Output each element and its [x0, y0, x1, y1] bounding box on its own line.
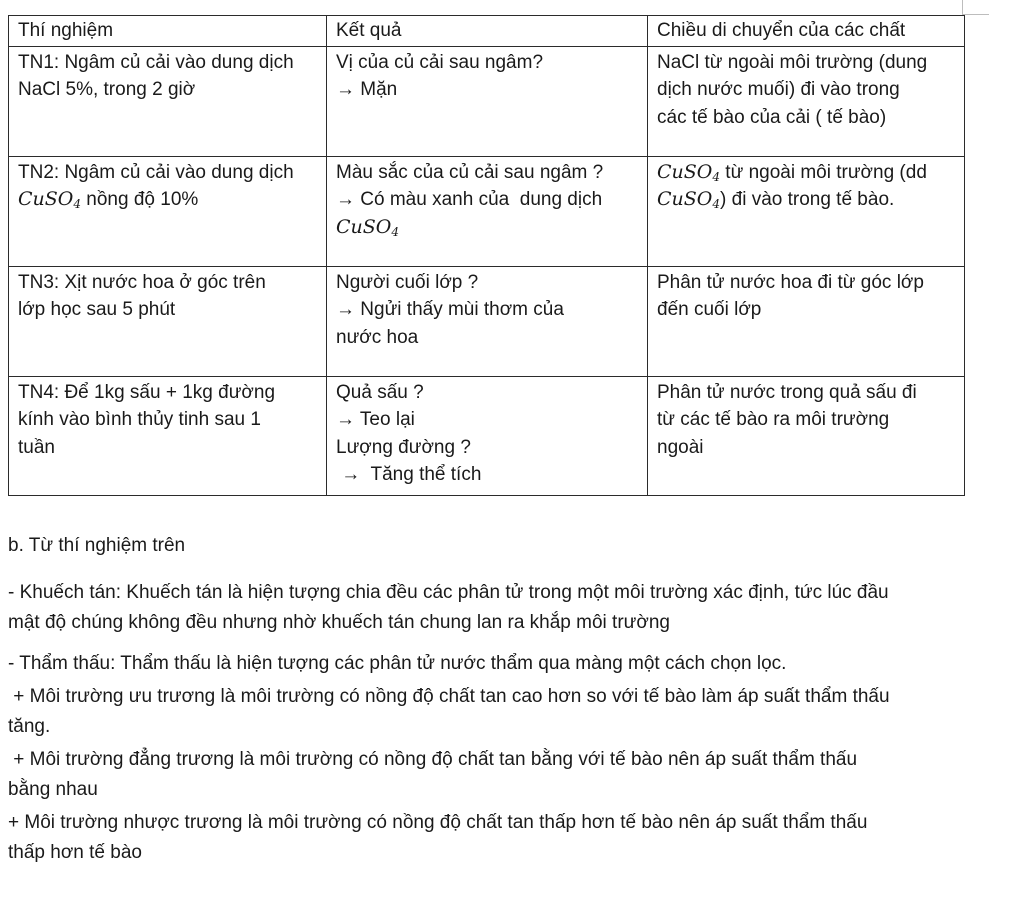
- cell-line: CuSO$_4$) đi vào trong tế bào.: [657, 188, 895, 211]
- cell-line: Vị của củ cải sau ngâm?: [336, 51, 544, 73]
- cell-line: [336, 214, 638, 242]
- explanation-text: [8, 531, 998, 871]
- cell-line: kính vào bình thủy tinh sau 1: [18, 409, 261, 430]
- header-experiment: Thí nghiệm: [9, 16, 327, 47]
- cell-line: Phân tử nước hoa đi từ góc lớp: [657, 271, 924, 293]
- formula-cuso4: CuSO$_4$: [657, 188, 721, 211]
- result-cell: [327, 266, 648, 376]
- text-line: mật độ chúng không đều nhưng nhờ khuếch tán chung lan ra khắp môi trường: [8, 612, 670, 633]
- cell-line: Quả sấu ?: [336, 381, 424, 403]
- header-result: Kết quả: [327, 16, 648, 47]
- experiment-cell: [9, 266, 327, 376]
- isotonic-item: [8, 745, 998, 805]
- cell-line: các tế bào của cải ( tế bào): [657, 106, 887, 128]
- formula-cuso4: CuSO$_4$: [657, 160, 721, 184]
- movement-cell: [648, 156, 965, 266]
- movement-cell: [648, 46, 965, 156]
- cell-line: lớp học sau 5 phút: [18, 299, 176, 320]
- text-line: thấp hơn tế bào: [8, 842, 142, 863]
- experiment-table: [8, 15, 965, 496]
- text-line: + Môi trường ưu trương là môi trường có nồng độ chất tan cao hơn so với tế bào làm áp suất thẩm thấu: [8, 686, 890, 707]
- cell-line: CuSO$_4$ nồng độ 10%: [18, 188, 199, 211]
- diffusion-paragraph: [8, 578, 998, 638]
- hypotonic-item: [8, 808, 998, 868]
- text-line: + Môi trường nhược trương là môi trường có nồng độ chất tan thấp hơn tế bào nên áp suất thẩm thấu: [8, 812, 868, 833]
- cell-line: TN2: Ngâm củ cải vào dung dịch: [18, 161, 294, 183]
- table-row: [9, 46, 965, 156]
- page-corner-mark: [962, 0, 989, 15]
- cell-line: đến cuối lớp: [657, 299, 762, 320]
- formula-cuso4: CuSO$_4$: [336, 215, 400, 239]
- cell-line: → Teo lại: [336, 409, 415, 430]
- cell-line: → Tăng thể tích: [336, 464, 482, 485]
- cell-line: Màu sắc của củ cải sau ngâm ?: [336, 161, 604, 183]
- text-line: bằng nhau: [8, 779, 98, 800]
- experiment-cell: [9, 156, 327, 266]
- result-cell: [327, 376, 648, 495]
- result-cell: [327, 156, 648, 266]
- cell-line: TN3: Xịt nước hoa ở góc trên: [18, 271, 266, 293]
- movement-cell: [648, 266, 965, 376]
- cell-line: từ các tế bào ra môi trường: [657, 409, 890, 430]
- cell-line: → Ngửi thấy mùi thơm của: [336, 299, 564, 320]
- cell-line: TN1: Ngâm củ cải vào dung dịch: [18, 51, 294, 73]
- formula-cuso4: CuSO$_4$: [18, 188, 82, 211]
- table-header-row: [9, 16, 965, 47]
- cell-line: TN4: Để 1kg sấu + 1kg đường: [18, 381, 276, 403]
- cell-line: nước hoa: [336, 326, 419, 348]
- experiment-cell: [9, 46, 327, 156]
- text-line: + Môi trường đẳng trương là môi trường có nồng độ chất tan bằng với tế bào nên áp suất thẩm thấu: [8, 749, 858, 770]
- experiment-cell: [9, 376, 327, 495]
- cell-line: Người cuối lớp ?: [336, 271, 479, 293]
- cell-line: ngoài: [657, 436, 704, 458]
- text-line: - Khuếch tán: Khuếch tán là hiện tượng chia đều các phân tử trong một môi trường xác định, tức lúc đầu: [8, 582, 889, 603]
- result-cell: [327, 46, 648, 156]
- cell-line: Phân tử nước trong quả sấu đi: [657, 381, 917, 403]
- hypertonic-item: [8, 682, 998, 742]
- cell-line: tuần: [18, 436, 55, 458]
- table-row: [9, 376, 965, 495]
- cell-line: → Có màu xanh của dung dịch: [336, 189, 603, 210]
- cell-line: NaCl 5%, trong 2 giờ: [18, 79, 196, 100]
- osmosis-paragraph: - Thẩm thấu: Thẩm thấu là hiện tượng các phân tử nước thẩm qua màng một cách chọn lọc.: [8, 653, 787, 674]
- cell-line: NaCl từ ngoài môi trường (dung: [657, 51, 928, 73]
- cell-line: CuSO$_4$ từ ngoài môi trường (dd: [657, 160, 927, 184]
- table-row: [9, 266, 965, 376]
- cell-line: dịch nước muối) đi vào trong: [657, 79, 900, 100]
- header-movement: Chiều di chuyển của các chất: [648, 16, 965, 47]
- table-row: [9, 156, 965, 266]
- cell-line: → Mặn: [336, 79, 398, 100]
- cell-line: Lượng đường ?: [336, 436, 471, 458]
- section-intro: b. Từ thí nghiệm trên: [8, 535, 186, 556]
- movement-cell: [648, 376, 965, 495]
- text-line: tăng.: [8, 716, 51, 737]
